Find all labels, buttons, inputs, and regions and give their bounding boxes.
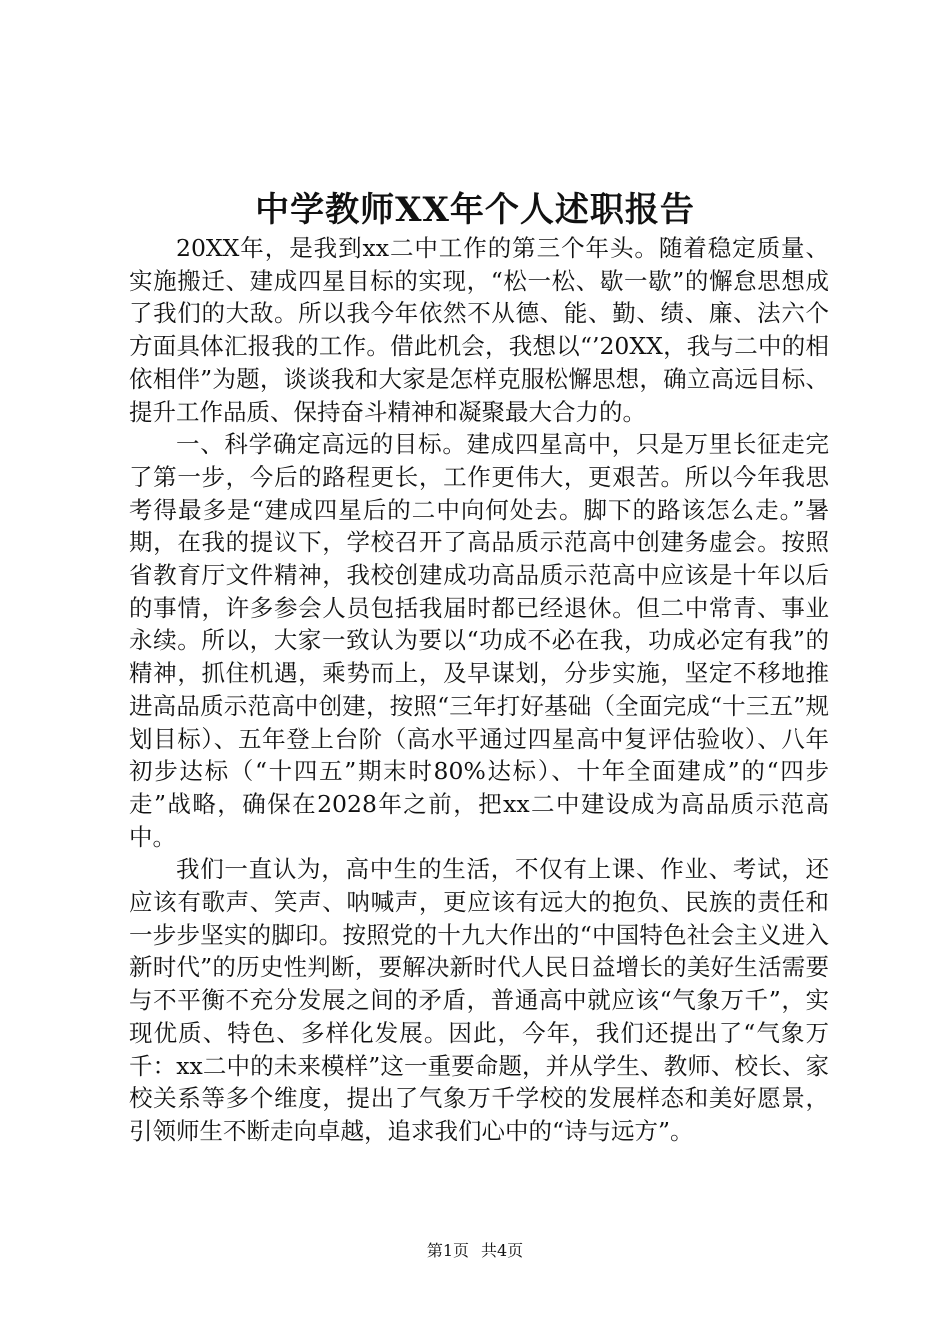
page-total: 共4页 bbox=[481, 1241, 524, 1260]
document-title: 中学教师XX年个人述职报告 bbox=[255, 190, 695, 230]
page-footer bbox=[0, 1240, 950, 1262]
paragraph-goals: 一、科学确定高远的目标。建成四星高中，只是万里长征走完了第一步，今后的路程更长，工作更伟大，更艰苦。所以今年我思考得最多是“建成四星后的二中向何处去。脚下的路该怎么走。”暑期，在我的提议下，学校召开了高品质示范高中创建务虚会。按照省教育厅文件精神，我校创建成功高品质示范高中应该是十年以后的事情，许多参会人员包括我届时都已经退休。但二中常青、事业永续。所以，大家一致认为要以“功成不必在我，功成必定有我”的精神，抓住机遇，乘势而上，及早谋划，分步实施，坚定不移地推进高品质示范高中创建，按照“三年打好基础（全面完成“十三五”规划目标）、五年登上台阶（高水平通过四星高中复评估验收）、八年初步达标（“十四五”期末时80%达标）、十年全面建成”的“四步走”战略，确保在2028年之前，把xx二中建设成为高品质示范高中。 bbox=[129, 430, 829, 851]
document-body bbox=[129, 232, 829, 1148]
page-number: 第1页 bbox=[426, 1241, 469, 1260]
paragraph-intro: 20XX年，是我到xx二中工作的第三个年头。随着稳定质量、实施搬迁、建成四星目标的实现，“松一松、歇一歇”的懈怠思想成了我们的大敌。所以我今年依然不从德、能、勤、绩、廉、法六个方面具体汇报我的工作。借此机会，我想以“’20XX，我与二中的相依相伴”为题，谈谈我和大家是怎样克服松懈思想，确立高远目标、提升工作品质、保持奋斗精神和凝聚最大合力的。 bbox=[129, 234, 829, 426]
paragraph-vision: 我们一直认为，高中生的生活，不仅有上课、作业、考试，还应该有歌声、笑声、呐喊声，更应该有远大的抱负、民族的责任和一步步坚实的脚印。按照党的十九大作出的“中国特色社会主义进入新时代”的历史性判断，要解决新时代人民日益增长的美好生活需要与不平衡不充分发展之间的矛盾，普通高中就应该“气象万千”，实现优质、特色、多样化发展。因此，今年，我们还提出了“气象万千：xx二中的未来模样”这一重要命题，并从学生、教师、校长、家校关系等多个维度，提出了气象万千学校的发展样态和美好愿景，引领师生不断走向卓越，追求我们心中的“诗与远方”。 bbox=[129, 855, 829, 1145]
